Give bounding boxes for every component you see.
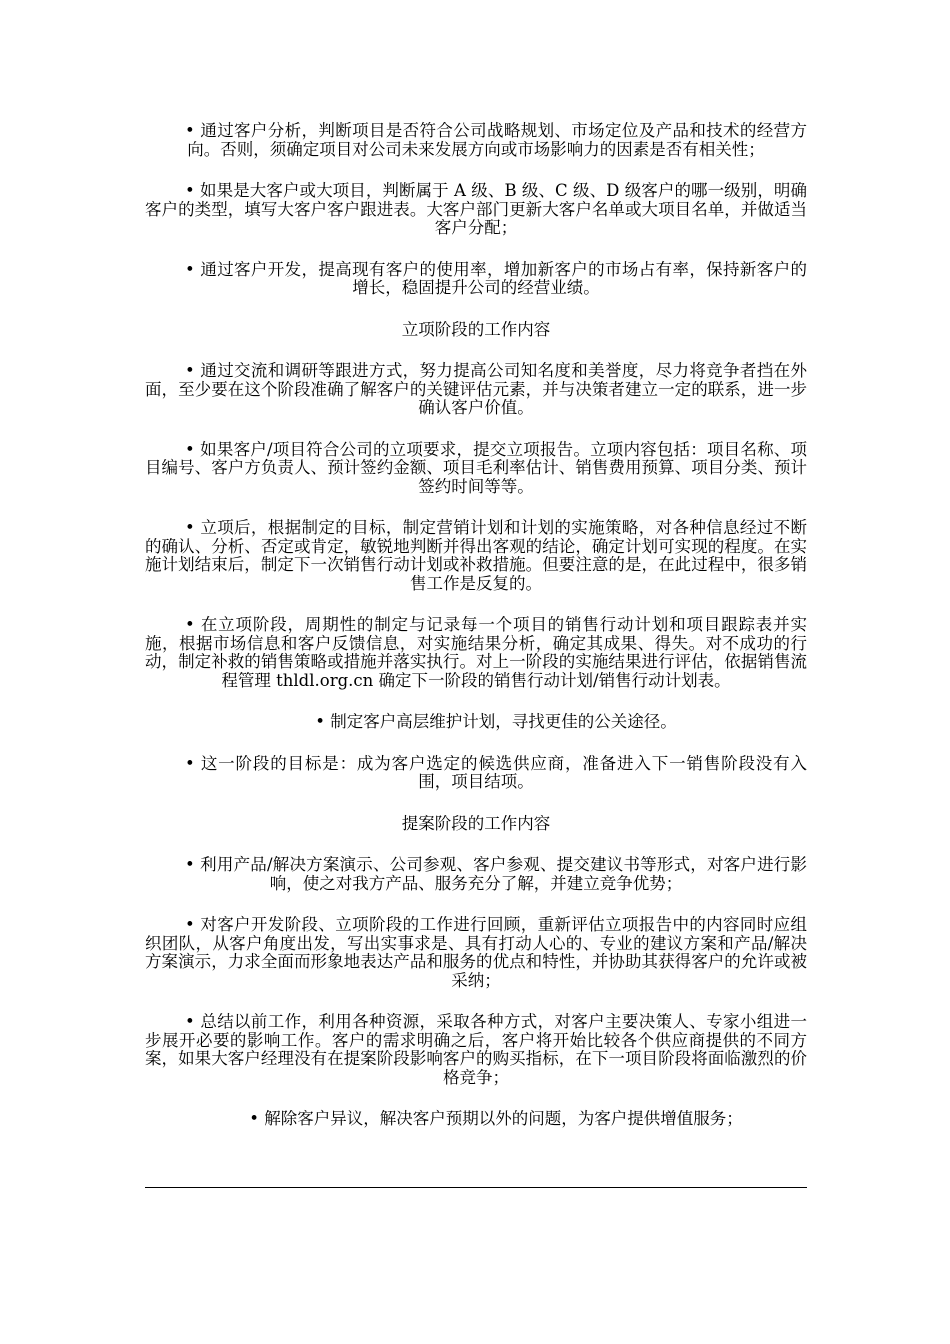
paragraph-customer-analysis: • 通过客户分析，判断项目是否符合公司战略规划、市场定位及产品和技术的经营方向。否则，须确定项目对公司未来发展方向或市场影响力的因素是否有相关性； — [185, 121, 807, 159]
paragraph-periodic-action-plan: • 在立项阶段，周期性的制定与记录每一个项目的销售行动计划和项目跟踪表并实施，根据市场信息和客户反馈信息，对实施结果分析，确定其成果、得失。对不成功的行动，制定补救的销售策略或措施并落实执行。对上一阶段的实施结果进行评估，依据销售流程管理 thldl.org.cn 确定下一阶段的销售行动计划/销售行动计划表。 — [145, 615, 807, 690]
paragraph-communication-research: • 通过交流和调研等跟进方式，努力提高公司知名度和美誉度，尽力将竞争者挡在外面，至少要在这个阶段准确了解客户的关键评估元素，并与决策者建立一定的联系，进一步确认客户价值。 — [145, 361, 807, 417]
paragraph-customer-development: • 通过客户开发，提高现有客户的使用率，增加新客户的市场占有率，保持新客户的增长，稳固提升公司的经营业绩。 — [185, 259, 807, 297]
footer-rule — [145, 1187, 807, 1188]
paragraph-project-report: • 如果客户/项目符合公司的立项要求，提交立项报告。立项内容包括：项目名称、项目编号、客户方负责人、预计签约金额、项目毛利率估计、销售费用预算、项目分类、预计签约时间等等。 — [145, 439, 807, 496]
section-heading-proposal-stage: 提案阶段的工作内容 — [401, 813, 551, 833]
paragraph-product-demo: • 利用产品/解决方案演示、公司参观、客户参观、提交建议书等形式，对客户进行影响，使之对我方产品、服务充分了解，并建立竞争优势； — [185, 855, 807, 893]
paragraph-stage-goal: • 这一阶段的目标是：成为客户选定的候选供应商，准备进入下一销售阶段没有入围，项目结项。 — [185, 753, 807, 791]
paragraph-resolve-objections: • 解除客户异议，解决客户预期以外的问题，为客户提供增值服务； — [249, 1109, 743, 1128]
section-heading-project-initiation: 立项阶段的工作内容 — [401, 319, 551, 339]
paragraph-senior-maintenance: • 制定客户高层维护计划，寻找更佳的公关途径。 — [315, 712, 677, 731]
document-body — [145, 122, 807, 1152]
paragraph-marketing-plan: • 立项后，根据制定的目标，制定营销计划和计划的实施策略，对各种信息经过不断的确认、分析、否定或肯定，敏锐地判断并得出客观的结论，确定计划可实现的程度。在实施计划结束后，制定下一次销售行动计划或补救措施。但要注意的是，在此过程中，很多销售工作是反复的。 — [145, 518, 807, 593]
paragraph-review-and-proposal: • 对客户开发阶段、立项阶段的工作进行回顾，重新评估立项报告中的内容同时应组织团队，从客户角度出发，写出实事求是、具有打动人心的、专业的建议方案和产品/解决方案演示，力求全面而形象地表达产品和服务的优点和特性，并协助其获得客户的允许或被采纳； — [145, 915, 807, 990]
paragraph-influence-decision-makers: • 总结以前工作，利用各种资源，采取各种方式，对客户主要决策人、专家小组进一步展开必要的影响工作。客户的需求明确之后，客户将开始比较各个供应商提供的不同方案，如果大客户经理没有在提案阶段影响客户的购买指标，在下一项目阶段将面临激烈的价格竞争； — [145, 1012, 807, 1087]
paragraph-key-account-grading: • 如果是大客户或大项目，判断属于 A 级、B 级、C 级、D 级客户的哪一级别，明确客户的类型，填写大客户客户跟进表。大客户部门更新大客户名单或大项目名单，并做适当客户分配； — [145, 181, 807, 237]
